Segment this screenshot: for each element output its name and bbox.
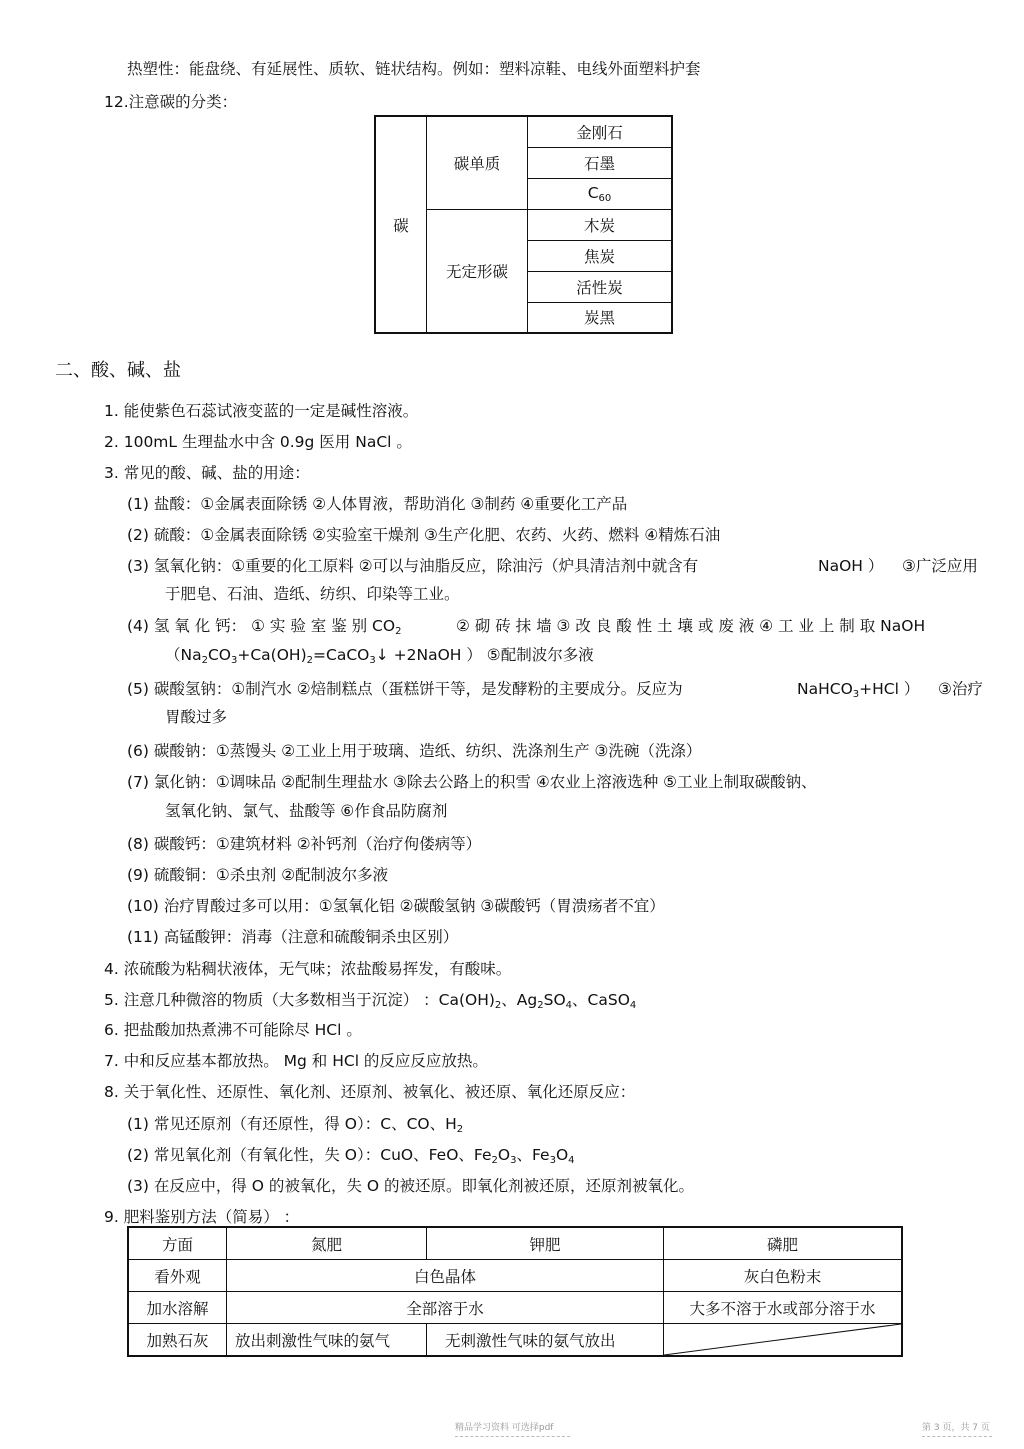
oxidation-item-1: (1) 常见还原剂（有还原性，得 O）：C、CO、$H_2$: [127, 1115, 464, 1135]
sub-item-9: (9) 硫酸铜：①杀虫剂 ②配制波尔多液: [127, 866, 389, 884]
page-number: 第 3 页，共 7 页: [922, 1423, 990, 1433]
fert-header: 磷肥: [664, 1227, 903, 1260]
carbon-item: 木炭: [528, 209, 673, 240]
fert-cell: 无刺激性气味的氨气放出: [427, 1324, 664, 1357]
footer-divider: [922, 1436, 992, 1437]
carbon-item: 活性炭: [528, 271, 673, 302]
fert-cell: 白色晶体: [227, 1260, 664, 1292]
item-8: 8. 关于氧化性、还原性、氧化剂、还原剂、被氧化、被还原、氧化还原反应：: [104, 1083, 636, 1101]
sub-item-5: (5) 碳酸氢钠：①制汽水 ②焙制糕点（蛋糕饼干等，是发酵粉的主要成分。反应为: [127, 680, 683, 698]
carbon-item: 金刚石: [528, 116, 673, 147]
sub-item-11: (11) 高锰酸钾：消毒（注意和硫酸铜杀虫区别）: [127, 928, 459, 946]
fert-cell: 全部溶于水: [227, 1292, 664, 1324]
sub-item-3-use: ③广泛应用: [902, 557, 978, 575]
item-7: 7. 中和反应基本都放热。 Mg 和 HCl 的反应反应放热。: [104, 1052, 488, 1070]
footer-watermark: 精品学习资料 可选择pdf: [455, 1423, 554, 1433]
fert-header: 氮肥: [227, 1227, 427, 1260]
amorphous-carbon-group: 无定形碳: [427, 209, 528, 333]
carbon-item: 焦炭: [528, 240, 673, 271]
oxidation-item-3: (3) 在反应中，得 O 的被氧化，失 O 的被还原。即氧化剂被还原，还原剂被氧化。: [127, 1177, 694, 1195]
footer-divider: [455, 1436, 570, 1437]
carbon-element-group: 碳单质: [427, 116, 528, 209]
sub-item-7-cont: 氢氧化钠、氯气、盐酸等 ⑥作食品防腐剂: [165, 802, 448, 820]
carbon-classification-table: [374, 115, 673, 334]
sub-item-5-use: ③治疗: [938, 680, 983, 698]
carbon-item: 石墨: [528, 147, 673, 178]
oxidation-item-2: (2) 常见氧化剂（有氧化性，失 O）：CuO、FeO、$Fe_2O_3$、$Fe_3O_4$: [127, 1146, 575, 1166]
item-6: 6. 把盐酸加热煮沸不可能除尽 HCl 。: [104, 1021, 362, 1039]
sub-item-4-equation: （$Na_2CO_3+Ca(OH)_2=CaCO_3↓$ +2NaOH ） ⑤配制波尔多液: [165, 646, 594, 666]
sub-item-5-cont: 胃酸过多: [165, 708, 228, 726]
fert-cell: 大多不溶于水或部分溶于水: [664, 1292, 903, 1324]
item-2: 2. 100mL 生理盐水中含 0.9g 医用 NaCl 。: [104, 433, 412, 451]
item-4: 4. 浓硫酸为粘稠状液体，无气味；浓盐酸易挥发，有酸味。: [104, 960, 512, 978]
item-3: 3. 常见的酸、碱、盐的用途：: [104, 464, 310, 482]
fert-row-label: 加水溶解: [128, 1292, 227, 1324]
diagonal-line: [664, 1324, 901, 1355]
section-heading: 二、酸、碱、盐: [55, 360, 181, 381]
sub-item-8: (8) 碳酸钙：①建筑材料 ②补钙剂（治疗佝偻病等）: [127, 835, 482, 853]
sub-item-3: (3) 氢氧化钠：①重要的化工原料 ②可以与油脂反应，除油污（炉具清洁剂中就含有: [127, 557, 699, 575]
fert-row-label: 加熟石灰: [128, 1324, 227, 1357]
carbon-root-cell: 碳: [375, 116, 427, 333]
fert-row-label: 看外观: [128, 1260, 227, 1292]
fertilizer-table: [127, 1226, 903, 1357]
fert-cell: 灰白色粉末: [664, 1260, 903, 1292]
fert-diagonal-cell: [664, 1324, 903, 1357]
sub-item-4: (4) 氢 氧 化 钙： ① 实 验 室 鉴 别 $CO_2$: [127, 617, 402, 637]
item-5: 5. 注意几种微溶的物质（大多数相当于沉淀） ：$Ca(OH)_2$、$Ag_2SO_4$、CaSO$_4$: [104, 991, 637, 1011]
fert-cell: 放出刺激性气味的氨气: [227, 1324, 427, 1357]
sub-item-3-cont: 于肥皂、石油、造纸、纺织、印染等工业。: [165, 585, 460, 603]
item-1: 1. 能使紫色石蕊试液变蓝的一定是碱性溶液。: [104, 402, 419, 420]
sub-item-3-naoh: NaOH ）: [818, 557, 884, 575]
carbon-item-c60: $C_{60}$: [528, 178, 673, 209]
item-9: 9. 肥料鉴别方法（简易） ：: [104, 1208, 300, 1226]
thermoplastic-line: 热塑性：能盘绕、有延展性、质软、链状结构。例如：塑料凉鞋、电线外面塑料护套: [127, 60, 701, 78]
item-12: 12.注意碳的分类：: [104, 93, 238, 111]
sub-item-2: (2) 硫酸：①金属表面除锈 ②实验室干燥剂 ③生产化肥、农药、火药、燃料 ④精炼石油: [127, 526, 721, 544]
fert-header: 钾肥: [427, 1227, 664, 1260]
sub-item-4-uses: ② 砌 砖 抹 墙 ③ 改 良 酸 性 土 壤 或 废 液 ④ 工 业 上 制 取 NaOH: [456, 617, 926, 635]
sub-item-6: (6) 碳酸钠：①蒸馒头 ②工业上用于玻璃、造纸、纺织、洗涤剂生产 ③洗碗（洗涤）: [127, 742, 702, 760]
fert-header: 方面: [128, 1227, 227, 1260]
sub-item-7: (7) 氯化钠：①调味品 ②配制生理盐水 ③除去公路上的积雪 ④农业上溶液选种 ⑤工业上制取碳酸钠、: [127, 773, 817, 791]
sub-item-1: (1) 盐酸：①金属表面除锈 ②人体胃液，帮助消化 ③制药 ④重要化工产品: [127, 495, 628, 513]
sub-item-10: (10) 治疗胃酸过多可以用：①氢氧化铝 ②碳酸氢钠 ③碳酸钙（胃溃疡者不宜）: [127, 897, 665, 915]
sub-item-5-reaction: NaHCO$_3$+HCl ）: [797, 680, 920, 700]
carbon-item: 炭黑: [528, 302, 673, 333]
